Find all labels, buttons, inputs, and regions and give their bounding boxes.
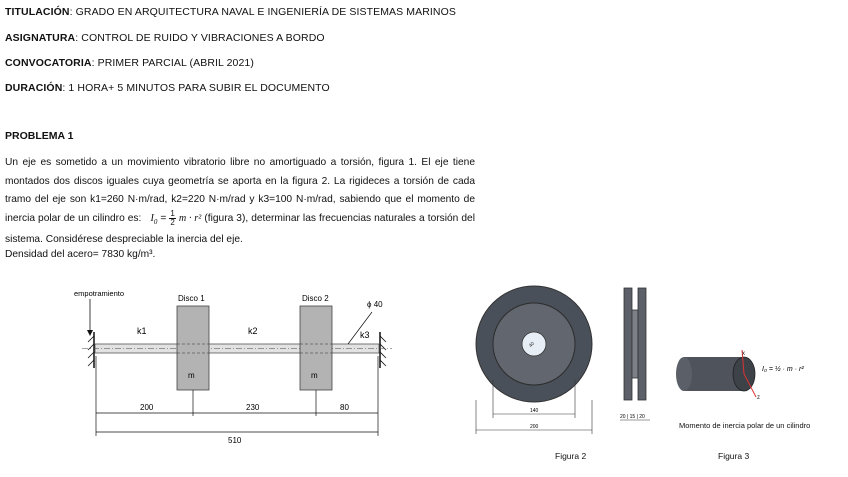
problem-text-b: (figura 3), determinar las frecuencias naturales a torsión del sistema. Considérese despreciable la inercia del eje. (5, 212, 475, 246)
header-convocatoria (5, 57, 254, 69)
dim-200: 200 (140, 403, 154, 412)
duracion-value: : 1 HORA+ 5 MINUTOS PARA SUBIR EL DOCUMENTO (62, 82, 330, 94)
dimension-lines (96, 356, 378, 436)
dim-230: 230 (246, 403, 260, 412)
duracion-label: DURACIÓN (5, 82, 63, 94)
dim-510: 510 (228, 436, 242, 445)
disc-side-hub (632, 310, 638, 378)
asignatura-value: : CONTROL DE RUIDO Y VIBRACIONES A BORDO (75, 32, 325, 44)
axis-x-label: x (742, 351, 745, 357)
hub-dim: 40 (527, 340, 537, 349)
figure3-description: Momento de inercia polar de un cilindro (679, 421, 811, 430)
convocatoria-value: : PRIMER PARCIAL (ABRIL 2021) (91, 57, 254, 69)
k1-label: k1 (137, 326, 147, 336)
disc2-mass-label: m (311, 371, 318, 380)
disc1-label: Disco 1 (178, 294, 205, 303)
dim-140: 140 (530, 408, 539, 414)
header-titulacion (5, 6, 456, 18)
disc-side-left (624, 288, 632, 400)
density-line: Densidad del acero= 7830 kg/m³. (5, 249, 156, 260)
inertia-formula: $I_0$ = $\frac{1}{2}$ m · r² (150, 208, 202, 227)
dim-200: 200 (530, 424, 539, 430)
figure3-formula: I₀ = ½ · m · r² (762, 366, 804, 373)
figure1-shaft-diagram (62, 286, 397, 451)
asignatura-label: ASIGNATURA (5, 32, 76, 44)
problem-title: PROBLEMA 1 (5, 130, 74, 142)
figure3-cylinder (676, 345, 836, 425)
titulacion-value: : GRADO EN ARQUITECTURA NAVAL E INGENIERÍA DE SISTEMAS MARINOS (69, 6, 456, 18)
figure2-disc-drawing (470, 280, 662, 440)
header-duracion (5, 82, 330, 94)
right-wall-hatch (380, 336, 386, 366)
disc1-mass-label: m (188, 371, 195, 380)
k3-label: k3 (360, 330, 370, 340)
cylinder-back (676, 357, 692, 391)
header-asignatura (5, 32, 325, 44)
problem-text-a: Un eje es sometido a un movimiento vibratorio libre no amortiguado a torsión, figura 1. El eje tiene montados dos discos iguales cuya geometría se aporta en la figura 2. La rigideces a torsión de cada tramo del eje son k1=260 N·m/rad, k2=220 N·m/rad y k3=100 N·m/rad, sabiendo que el momento de inercia polar de un cilindro es: (5, 157, 475, 224)
left-wall-hatch (88, 336, 94, 366)
dim-80: 80 (340, 403, 349, 412)
figure3-caption: Figura 3 (718, 451, 750, 461)
convocatoria-label: CONVOCATORIA (5, 57, 92, 69)
figure2-caption: Figura 2 (555, 451, 587, 461)
k2-label: k2 (248, 326, 258, 336)
empotramiento-label: empotramiento (74, 289, 125, 298)
diameter-label: ϕ 40 (367, 300, 383, 309)
disc2-label: Disco 2 (302, 294, 329, 303)
formula-fraction: $\frac{1}{2}$ (170, 208, 175, 227)
axis-z-label: z (757, 395, 760, 401)
disc-side-right (638, 288, 646, 400)
titulacion-label: TITULACIÓN (5, 6, 70, 18)
problem-statement (5, 154, 475, 250)
dim-side: 20 | 15 | 20 (620, 414, 645, 420)
